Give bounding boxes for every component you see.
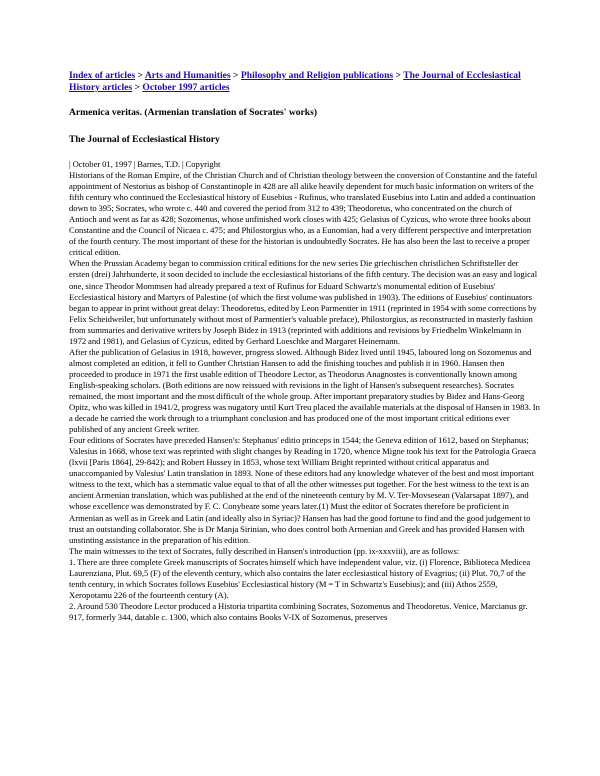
article-paragraph: Historians of the Roman Empire, of the Christian Church and of Christian theology between the conversion of Constantine and the fateful appointment of Nestorius as bishop of Constantinople in 428 are all alike heavily dependent for much basic information on writers of the fifth century who continued the Ecclesiastical history of Eusebius - Rufinus, who translated Eusebius into Latin and added a continuation down to 395; Socrates, who wrote c. 440 and covered the period from 312 to 439; Theodoretus, who concentrated on the church of Antioch and went as far as 428; Sozomenus, whose unfinished work closes with 425; Gelasius of Cyzicus, who wrote three books about Constantine and the Council of Nicaea c. 475; and Philostorgius who, as a Eunomian, had a very different perspective and interpretation of the fourth century. The most important of these for the historian is undoubtedly Socrates. He has also been the last to receive a proper critical edition. (69, 170, 538, 258)
breadcrumb-link-index[interactable]: Index of articles (69, 70, 136, 81)
breadcrumb-separator: > (132, 82, 143, 93)
breadcrumb-link-philosophy-religion[interactable]: Philosophy and Religion publications (240, 70, 394, 81)
breadcrumb (69, 70, 540, 94)
list-item: 2. Around 530 Theodore Lector produced a Historia tripartita combining Socrates, Sozomenus and Theodoretus. Venice, Marcianus gr. 917, formerly 344, datable c. 1300, which also contains Books V-IX of Sozomenus, preserves (69, 600, 528, 622)
article-paragraph: Four editions of Socrates have preceded Hansen's: Stephanus' editio princeps in 1544; the Geneva edition of 1612, based on Stephanus; Valesius in 1668, whose text was reprinted with slight changes by Reading in 1720, whence Migne took his text for the Patrologia Graeca (lxvii [Paris 1864], 29-842); and Robert Hussey in 1853, whose text William Bright reprinted without critical apparatus and unaccompanied by Valesius' Latin translation in 1893. None of these editors had any knowledge whatever of the best and most important witness to the text, which has a stemmatic value equal to that of all the other witnesses put together. For the best witness to the text is an ancient Armenian translation, which was published at the end of the nineteenth century by M. V. Ter-Movsesean (Valarsapat 1897), and whose excellence was demonstrated by F. C. Conybeare some years later.(1) Must the editor of Socrates therefore be proficient in Armenian as well as in Greek and Latin (and ideally also in Syriac)? Hansen has had the good fortune to find and the good judgement to trust an outstanding collaborator. She is Dr Manja Sirinian, who does control both Armenian and Greek and has provided Hansen with unstinting assistance in the preparation of his edition. (69, 435, 536, 545)
breadcrumb-link-journal-articles[interactable]: The Journal of Ecclesiastical History articles (69, 70, 521, 93)
article-paragraph: When the Prussian Academy began to commission critical editions for the new series Die griechischen christlichen Schriftsteller der ersten (drei) Jahrhunderte, it soon decided to include the ecclesiastical historians of the fifth century. The decision was an easy and logical one, since Theodor Mommsen had already prepared a text of Rufinus for Eduard Schwartz's monumental edition of Eusebius' Ecclesiastical history and Martyrs of Palestine (of which the first volume was published in 1903). The editions of Eusebius' continuators began to appear in print without great delay: Theodoretus, edited by Leon Parmentier in 1911 (reprinted in 1954 with some corrections by Felix Scheidweiler, but unfortunately without most of Parmentier's valuable preface), Philostorgius, as reconstructed in masterly fashion from summaries and derivative writers by Joseph Bidez in 1913 (reprinted with additions and revisions by Friedhelm Winkelmann in 1972 and 1981), and Gelasius of Cyzicus, edited by Gerhard Loeschke and Margaret Heinemann. (69, 258, 538, 346)
breadcrumb-separator: > (230, 70, 241, 81)
article-paragraph: The main witnesses to the text of Socrates, fully described in Hansen's introduction (pp. ix-xxxviii), are as follows: (69, 545, 460, 556)
breadcrumb-separator: > (393, 70, 404, 81)
breadcrumb-link-october-1997[interactable]: October 1997 articles (142, 82, 230, 93)
breadcrumb-link-arts-humanities[interactable]: Arts and Humanities (144, 70, 231, 81)
article-title: Armenica veritas. (Armenian translation of Socrates' works) (69, 107, 318, 118)
breadcrumb-separator: > (135, 70, 145, 81)
journal-name: The Journal of Ecclesiastical History (69, 134, 220, 145)
list-item: 1. There are three complete Greek manuscripts of Socrates himself which have independent value, viz. (i) Florence, Biblioteca Medicea Laurenziana, Plut. 69,5 (F) of the eleventh century, which also contains the later ecclesiastical history of Evagrius; (ii) Plut. 70,7 of the tenth century, in which Socrates follows Eusebius' Ecclesiastical history (M = T in Schwartz's Eusebius); and (iii) Athos 2559, Xeropotamu 226 of the fourteenth century (A). (69, 556, 531, 600)
article-meta: | October 01, 1997 | Barnes, T.D. | Copyright (69, 159, 221, 169)
article-paragraph: After the publication of Gelasius in 1918, however, progress slowed. Although Bidez lived until 1945, laboured long on Sozomenus and almost completed an edition, it fell to Gunther Christian Hansen to add the finishing touches and publish it in 1960. Hansen then proceeded to produce in 1971 the first usable edition of Theodore Lector, as Theodorus Anagnostes is conventionally known among English-speaking scholars. (Both editions are now reissued with revisions in the light of Hansen's subsequent researches). Socrates remained, the most important and the most difficult of the whole group. After important preparatory studies by Bidez and Hans-Georg Opitz, who was killed in 1941/2, progress was nugatory until Kurt Treu placed the available materials at the disposal of Hansen in 1983. In a decade he carried the work through to a triumphant conclusion and has produced one of the most important critical editions ever published of any ancient Greek writer. (69, 346, 540, 435)
